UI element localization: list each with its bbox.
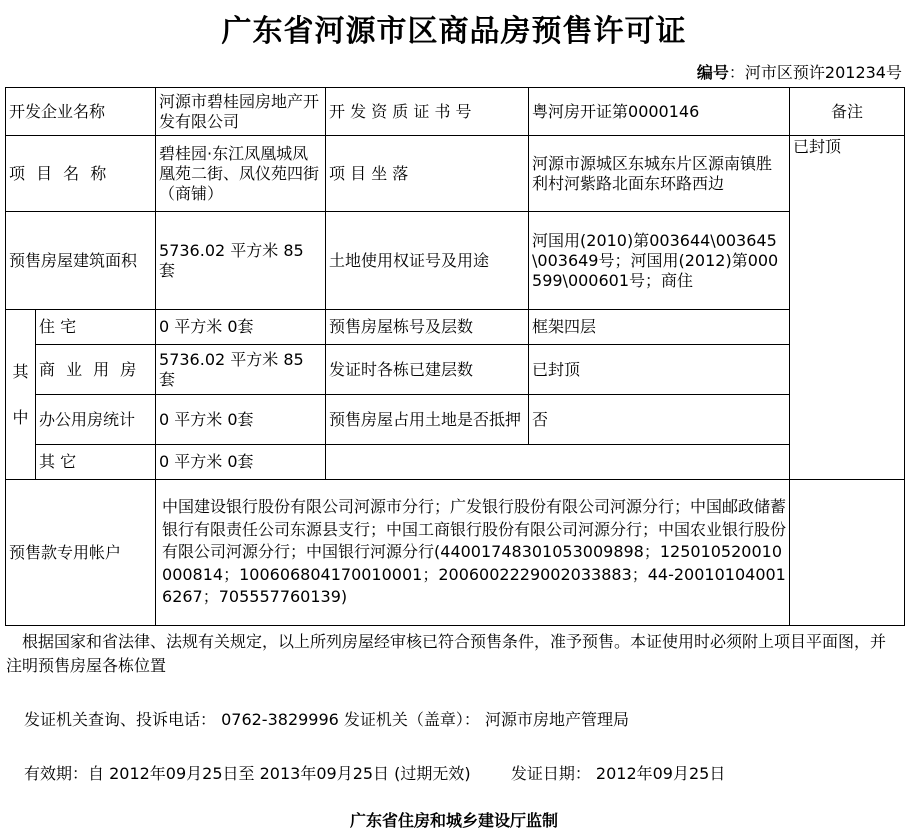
land-label: 土地使用权证号及用途 <box>326 212 529 310</box>
certificate-number-value: ：河市区预许201234号 <box>728 63 902 82</box>
issue-date-line: 发证日期： 2012年09月25日 <box>510 764 726 783</box>
qualification-value: 粤河房开证第0000146 <box>529 88 790 136</box>
certificate-number <box>697 60 902 83</box>
commercial-value: 5736.02 平方米 85 套 <box>156 345 326 395</box>
built-floors-label: 发证时各栋已建层数 <box>326 345 529 395</box>
location-value: 河源市源城区东城东片区源南镇胜利村河紫路北面东环路西边 <box>529 136 790 212</box>
among-label <box>6 310 36 480</box>
document-title: 广东省河源市区商品房预售许可证 <box>221 14 687 49</box>
remark-label: 备注 <box>790 88 905 136</box>
other-value: 0 平方米 0套 <box>156 445 326 480</box>
supervisor-footer: 广东省住房和城乡建设厅监制 <box>349 811 558 830</box>
residential-label: 住 宅 <box>36 310 156 345</box>
building-label: 预售房屋栋号及层数 <box>326 310 529 345</box>
qualification-label: 开 发 资 质 证 书 号 <box>326 88 529 136</box>
mortgage-value: 否 <box>529 395 790 445</box>
project-label: 项 目 名 称 <box>6 136 156 212</box>
validity-line: 有效期：自 2012年09月25日至 2013年09月25日 (过期无效) <box>24 764 471 783</box>
project-value: 碧桂园·东江凤凰城凤凰苑二街、凤仪苑四街（商铺） <box>156 136 326 212</box>
validity-row <box>6 762 908 786</box>
mortgage-label: 预售房屋占用土地是否抵押 <box>326 395 529 445</box>
account-value: 中国建设银行股份有限公司河源市分行；广发银行股份有限公司河源分行；中国邮政储蓄银行有限责任公司东源县支行；中国工商银行股份有限公司河源分行；中国农业银行股份有限公司河源分行；中国银行河源分行(44001748301053009898；125010520010000814；100606804170010001；2006002229002033883；44-200101040016267；705557760139) <box>156 480 790 626</box>
location-label: 项 目 坐 落 <box>326 136 529 212</box>
contact-line: 发证机关查询、投诉电话： 0762-3829996 发证机关（盖章）： 河源市房地产管理局 <box>24 710 630 729</box>
land-value: 河国用(2010)第003644\003645\003649号；河国用(2012)第000599\000601号；商住 <box>529 212 790 310</box>
office-value: 0 平方米 0套 <box>156 395 326 445</box>
remark-value: 已封顶 <box>790 136 905 480</box>
developer-label: 开发企业名称 <box>6 88 156 136</box>
building-value: 框架四层 <box>529 310 790 345</box>
office-label: 办公用房统计 <box>36 395 156 445</box>
statement: 根据国家和省法律、法规有关规定，以上所列房屋经审核已符合预售条件，准予预售。本证使用时必须附上项目平面图，并注明预售房屋各栋位置 <box>6 632 887 675</box>
account-label: 预售款专用帐户 <box>6 480 156 626</box>
blank-cell <box>326 445 790 480</box>
permit-table <box>5 87 905 626</box>
built-floors-value: 已封顶 <box>529 345 790 395</box>
among-label-2: 中 <box>12 407 29 427</box>
among-label-1: 其 <box>12 361 29 381</box>
other-label: 其 它 <box>36 445 156 480</box>
residential-value: 0 平方米 0套 <box>156 310 326 345</box>
area-label: 预售房屋建筑面积 <box>6 212 156 310</box>
commercial-label: 商 业 用 房 <box>36 345 156 395</box>
developer-value: 河源市碧桂园房地产开发有限公司 <box>156 88 326 136</box>
account-blank <box>790 480 905 626</box>
certificate-number-label: 编号 <box>696 63 729 82</box>
area-value: 5736.02 平方米 85 套 <box>156 212 326 310</box>
